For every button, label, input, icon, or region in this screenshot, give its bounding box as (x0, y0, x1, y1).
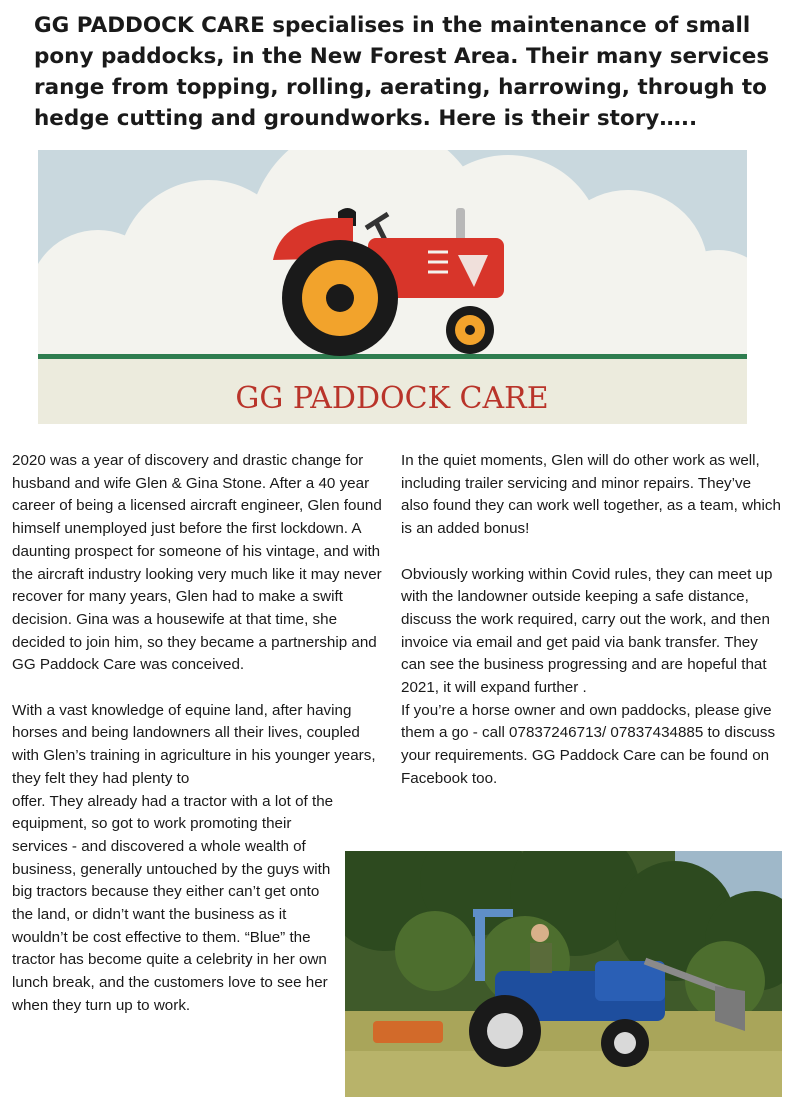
left-column (12, 450, 388, 1018)
paragraph: 2020 was a year of discovery and drastic change for husband and wife Glen & Gina Stone. After a 40 year career of being a licensed aircraft engineer, Glen found himself unemployed just before the first lockdown. A daunting prospect for someone of his vintage, and with the aircraft industry looking very much like it may never recover for many years, Glen had to make a swift decision. Gina was a housewife at that time, she decided to join him, so they became a partnership and GG Paddock Care was conceived. (12, 452, 382, 674)
paragraph: If you’re a horse owner and own paddocks, please give them a go - call 07837246713/ 07837434885 to discuss your requirements. GG Paddock Care can be found on Facebook too. (401, 701, 776, 787)
right-column (401, 450, 781, 791)
paragraph: offer. They already had a tractor with a lot of the equipment, so got to work promoting their services - and discovered a whole wealth of business, generally untouched by the guys with big tractors because they either can’t get onto the land, or didn’t want the business as it wouldn’t be cost effective to them. “Blue” the tractor has become quite a celebrity in her own lunch break, and the customers love to see her when they turn up to work. (12, 792, 334, 1014)
blue-tractor-photo-illustration (345, 851, 782, 1097)
paragraph: In the quiet moments, Glen will do other work as well, including trailer servicing and minor repairs. They’ve also found they can work well together, as a team, which is an added bonus! (401, 452, 781, 538)
tractor-logo-illustration (38, 150, 747, 424)
headline: GG PADDOCK CARE specialises in the maintenance of small pony paddocks, in the New Forest Area. Their many services range from topping, rolling, aerating, harrowing, through to hedge cutting and groundworks. Here is their story….. (34, 13, 770, 131)
paragraph: With a vast knowledge of equine land, after having horses and being landowners all their lives, coupled with Glen’s training in agriculture in his younger years, they felt they had plenty to (12, 701, 376, 787)
logo-banner (38, 150, 747, 424)
paragraph: Obviously working within Covid rules, they can meet up with the landowner outside keeping a safe distance, discuss the work required, carry out the work, and then invoice via email and get paid via bank transfer. They can see the business progressing and are hopeful that 2021, it will expand further . (401, 565, 773, 697)
tractor-photo (345, 851, 782, 1097)
logo-text: GG PADDOCK CARE (235, 381, 549, 416)
